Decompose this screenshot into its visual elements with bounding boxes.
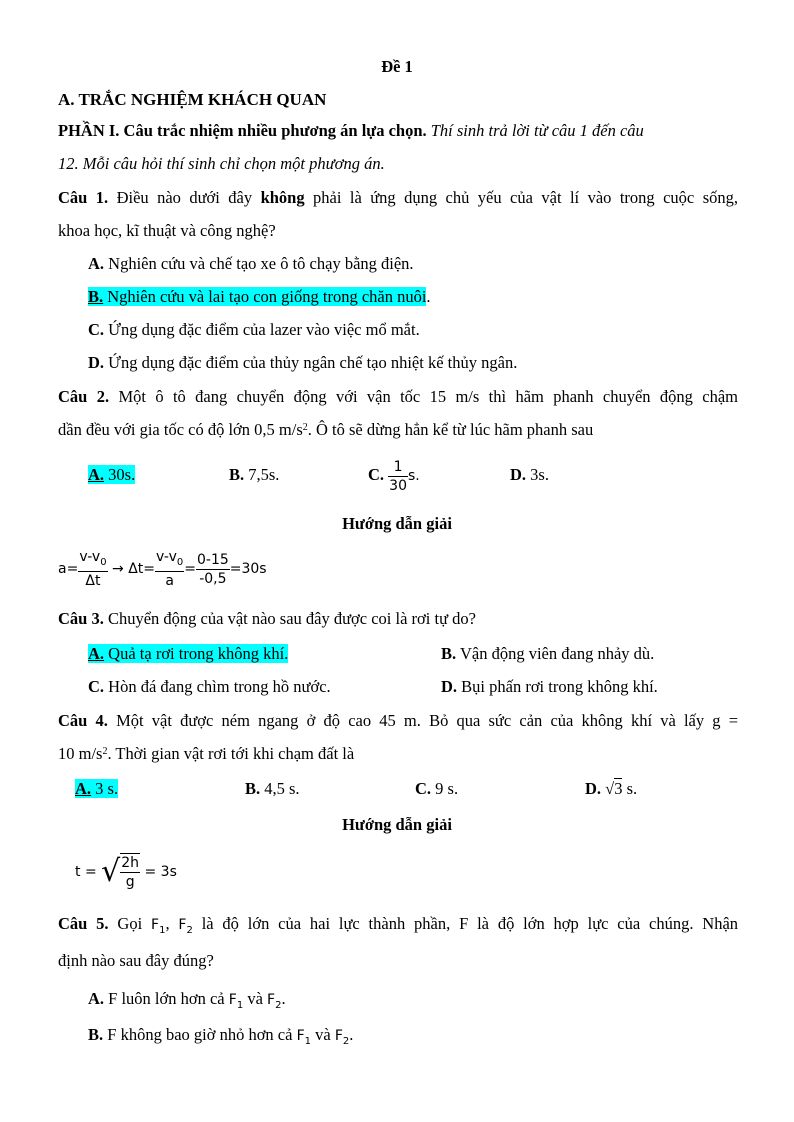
q2-option-c-fraction	[388, 458, 408, 495]
q5-option-b-dot: .	[349, 1025, 354, 1044]
part1-instructions	[58, 120, 644, 142]
q4-option-d-radicand: 3	[614, 779, 623, 798]
q2-label: Câu 2.	[58, 387, 110, 406]
q3-label: Câu 3.	[58, 609, 104, 628]
q3-stem	[58, 608, 476, 630]
q1-stem-line1	[58, 187, 738, 209]
page-title: Đề 1	[381, 57, 413, 76]
q4-text-2b: . Thời gian vật rơi tới khi chạm đất là	[107, 744, 355, 763]
section-a-heading: A. TRẮC NGHIỆM KHÁCH QUAN	[58, 90, 327, 109]
q5-label: Câu 5.	[58, 914, 109, 933]
q4-option-b[interactable]	[245, 778, 300, 800]
q5-option-a-f2: $F_2$	[267, 992, 282, 1011]
part1-title: PHẦN I. Câu trắc nhiệm nhiều phương án lựa chọn.	[58, 121, 427, 140]
sqrt-icon: √	[101, 854, 121, 889]
formula-frac-2-den: a	[165, 573, 174, 590]
q3-option-b-text: Vận động viên đang nhảy dù.	[459, 644, 655, 663]
q1-option-c-text: Ứng dụng đặc điểm của lazer vào việc mổ mắt.	[108, 320, 420, 339]
q4-text: Một vật được ném ngang ở độ cao 45 m. Bỏ qua sức cản của không khí và lấy g =	[116, 711, 739, 730]
q4-guide-title: Hướng dẫn giải	[342, 815, 452, 834]
q3-option-a-text: Quả tạ rơi trong không khí.	[108, 644, 289, 663]
formula-eq: =	[184, 561, 196, 577]
q3-option-d[interactable]	[441, 676, 658, 698]
q4-option-c-text: 9 s.	[435, 779, 459, 798]
q1-option-a-text: Nghiên cứu và chế tạo xe ô tô chạy bằng điện.	[108, 254, 414, 273]
q3-option-c[interactable]	[88, 676, 331, 698]
q1-option-c[interactable]	[88, 319, 420, 341]
q1-text: Điều nào dưới đây	[116, 188, 253, 207]
q4-option-d-label: D.	[585, 779, 602, 798]
part1-instruction-line1: Thí sinh trả lời từ câu 1 đến câu	[430, 121, 644, 140]
formula-frac-1-den: Δt	[85, 573, 101, 590]
q3-option-b-label: B.	[441, 644, 457, 663]
q2-option-b-text: 7,5s.	[248, 465, 280, 484]
formula-frac-2-num: v-v	[156, 548, 177, 565]
formula-sqrt-frac	[120, 853, 140, 891]
q5-option-a-dot: .	[281, 989, 286, 1008]
q5-stem-line1	[58, 913, 738, 942]
formula-sqrt-num: 2h	[121, 855, 140, 871]
sqrt-icon: √	[605, 779, 615, 798]
q3-option-c-label: C.	[88, 677, 105, 696]
q5-text-b: là độ lớn của hai lực thành phần, F là độ lớn hợp lực của chúng. Nhận	[201, 914, 739, 933]
q5-comma: ,	[165, 914, 170, 933]
q2-option-d-text: 3s.	[530, 465, 549, 484]
q3-option-b[interactable]	[441, 643, 654, 665]
formula-t-eq: t =	[75, 864, 97, 880]
q3-option-d-label: D.	[441, 677, 458, 696]
q4-solution-formula	[75, 848, 177, 896]
q1-stem-line2: khoa học, kĩ thuật và công nghệ?	[58, 221, 276, 240]
q2-option-d-label: D.	[510, 465, 527, 484]
q1-option-a[interactable]	[88, 253, 414, 275]
q2-option-b-label: B.	[229, 465, 245, 484]
q1-option-b-end: .	[426, 287, 431, 306]
formula-frac-1	[78, 548, 107, 591]
q3-option-d-text: Bụi phấn rơi trong không khí.	[461, 677, 658, 696]
q4-option-d[interactable]	[585, 778, 637, 800]
q2-option-c-label: C.	[368, 465, 385, 484]
q2-option-a-text: 30s.	[108, 465, 136, 484]
q2-option-d[interactable]	[510, 464, 549, 486]
q2-option-b[interactable]	[229, 464, 279, 486]
q4-stem-line1	[58, 710, 738, 732]
q2-option-c[interactable]	[368, 452, 420, 499]
formula-dt-eq: Δt=	[128, 561, 155, 577]
q5-option-b-text: F không bao giờ nhỏ hơn cả	[107, 1025, 293, 1044]
q2-option-a-label: A.	[88, 465, 105, 484]
q5-option-a-f1: $F_1$	[228, 992, 244, 1011]
q1-label: Câu 1.	[58, 188, 109, 207]
formula-result: =30s	[229, 561, 267, 577]
q2-option-a[interactable]	[88, 464, 135, 486]
formula-frac-3-num: 0-15	[196, 551, 229, 568]
arrow-icon: →	[112, 561, 124, 577]
q3-option-a-label: A.	[88, 644, 105, 663]
q5-option-b-f1: $F_1$	[296, 1028, 312, 1047]
q2-text-2a: dần đều với gia tốc có độ lớn 0,5 m/s	[58, 420, 303, 439]
q1-option-d-label: D.	[88, 353, 105, 372]
q2-text-2b: . Ô tô sẽ dừng hẳn kể từ lúc hãm phanh sau	[307, 420, 594, 439]
fraction-denominator: 30	[389, 477, 407, 494]
q4-option-a[interactable]	[75, 778, 118, 800]
q1-option-a-label: A.	[88, 254, 105, 273]
q5-option-a-text: F luôn lớn hơn cả	[108, 989, 225, 1008]
q5-text-a: Gọi	[117, 914, 143, 933]
part1-instruction-line2: 12. Mỗi câu hỏi thí sinh chỉ chọn một phương án.	[58, 154, 385, 173]
q2-stem-line2	[58, 419, 593, 441]
q2-guide-title: Hướng dẫn giải	[342, 514, 452, 533]
q5-option-a-and: và	[247, 989, 263, 1008]
q5-f2: $F_2$	[178, 917, 193, 936]
q5-stem-line2: định nào sau đây đúng?	[58, 951, 214, 970]
formula-frac-2	[155, 548, 184, 591]
q5-option-b-and: và	[315, 1025, 331, 1044]
q3-option-a[interactable]	[88, 643, 288, 665]
q1-option-c-label: C.	[88, 320, 105, 339]
q1-option-b[interactable]	[88, 286, 431, 308]
q1-text-cont: phải là ứng dụng chủ yếu của vật lí vào trong cuộc sống,	[313, 188, 738, 207]
q4-option-a-text: 3 s.	[95, 779, 119, 798]
fraction-numerator: 1	[388, 458, 408, 477]
q3-option-c-text: Hòn đá đang chìm trong hồ nước.	[108, 677, 331, 696]
q1-emphasis: không	[260, 188, 305, 207]
q5-option-a-label: A.	[88, 989, 105, 1008]
formula-frac-3	[196, 551, 230, 588]
q4-option-a-label: A.	[75, 779, 92, 798]
q1-option-b-text: Nghiên cứu và lai tạo con giống trong chăn nuôi	[107, 287, 427, 306]
q4-option-c[interactable]	[415, 778, 458, 800]
q4-option-b-text: 4,5 s.	[264, 779, 300, 798]
q2-solution-formula	[58, 546, 267, 592]
formula-a-eq: a=	[58, 561, 79, 577]
q1-option-b-label: B.	[88, 287, 104, 306]
q2-text: Một ô tô đang chuyển động với vận tốc 15 m/s thì hãm phanh chuyển động chậm	[118, 387, 739, 406]
q1-option-d[interactable]	[88, 352, 517, 374]
formula-frac-1-num: v-v	[79, 548, 101, 565]
q5-option-b-f2: $F_2$	[334, 1028, 350, 1047]
q5-option-a[interactable]	[88, 988, 286, 1017]
formula-result: = 3s	[144, 864, 177, 880]
formula-frac-3-den: -0,5	[199, 570, 227, 587]
q2-sup: 2	[302, 422, 308, 433]
formula-sub: 0	[100, 556, 107, 568]
q4-option-d-text: s.	[626, 779, 638, 798]
q1-option-d-text: Ứng dụng đặc điểm của thủy ngân chế tạo nhiệt kế thủy ngân.	[108, 353, 518, 372]
q5-option-b-label: B.	[88, 1025, 104, 1044]
q5-f1: $F_1$	[151, 917, 166, 936]
q4-label: Câu 4.	[58, 711, 108, 730]
formula-sqrt-den: g	[125, 874, 135, 890]
q3-text: Chuyển động của vật nào sau đây được coi là rơi tự do?	[107, 609, 476, 628]
q2-option-c-unit: s.	[408, 468, 420, 484]
q4-stem-line2	[58, 743, 354, 765]
q4-option-b-label: B.	[245, 779, 261, 798]
q4-sup: 2	[102, 746, 108, 757]
q4-text-2a: 10 m/s	[58, 744, 103, 763]
q2-stem-line1	[58, 386, 738, 408]
q4-option-c-label: C.	[415, 779, 432, 798]
q5-option-b[interactable]	[88, 1024, 353, 1053]
formula-sub: 0	[176, 556, 184, 568]
